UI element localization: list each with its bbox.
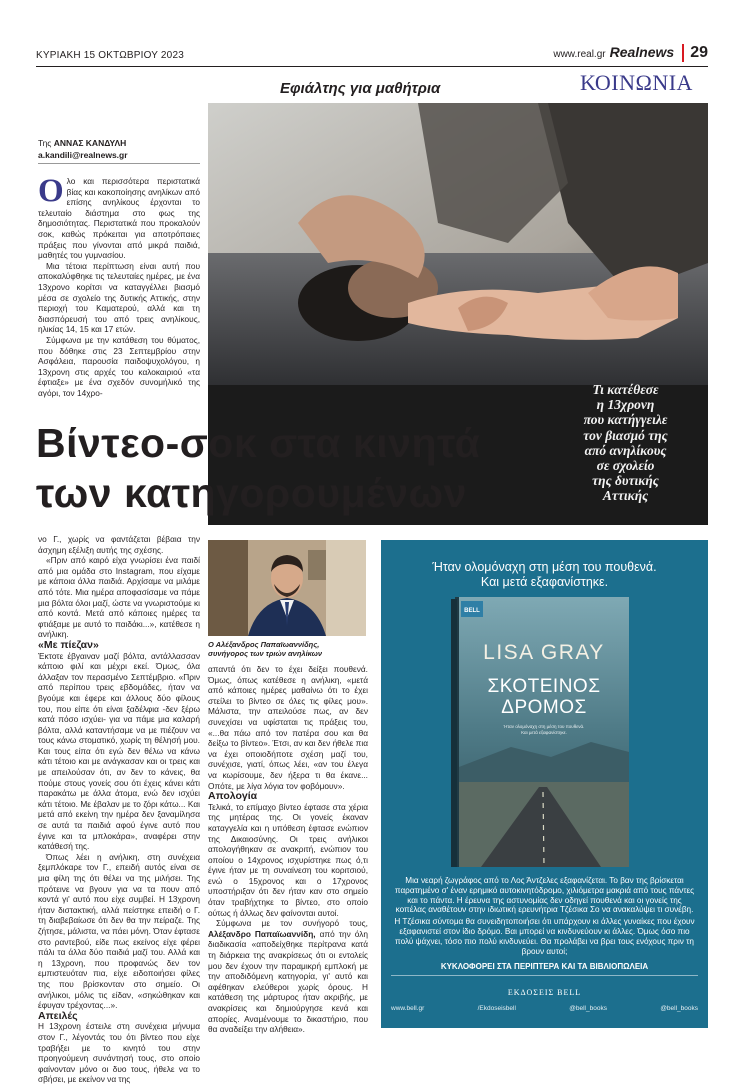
caption-line: σε σχολείο [596,458,655,474]
ad-tagline [381,560,708,590]
paragraph: «Πριν από καιρό είχα γνωρίσει ένα παιδί από μια ομάδα στο Instagram, που είχαμε με κάποια άλλα παιδιά. Αρχίσαμε να μιλάμε από τότε. Μια ημέρα αποφασίσαμε να πάμε μια βόλτα όλοι μαζί, ώστε να γνωριστούμε κι από κοντά. Μετά από κάποιες ημέρες τα φτιάξαμε με αυτό το παιδάκι...», κατέθεσε η ανήλικη. [38,555,200,640]
caption-line: από ανηλίκους [584,442,667,458]
article-col-2 [208,664,368,1035]
photo-caption [543,382,708,504]
headline [36,418,480,518]
text-run: Σύμφωνα με τον συνήγορό τους, [216,918,368,929]
headline-line-1: Βίντεο-σοκ στα κινητά [36,420,481,466]
headline-line-2: των κατηγορουμένων [36,470,467,516]
author-name: ΑΝΝΑΣ ΚΑΝΔΥΛΗ [53,138,127,148]
lawyer-portrait-illustration [208,540,366,636]
subhead: Απειλές [38,1009,78,1022]
publisher-logo: ΕΚΔΟΣΕΙΣ BELL [507,988,582,997]
book-cover-art [451,597,629,867]
ad-description [391,876,698,956]
brand-logo: Realnews [609,44,675,60]
caption-line: Αττικής [602,488,649,504]
lawyer-caption [208,640,366,658]
paragraph: Τελικά, το επίμαχο βίντεο έφτασε στα χέρια της μητέρας της. Οι γονείς έκαναν καταγγελία και η υπόθεση έφτασε ενώπιον της Δικαιοσύνης. Οι τρεις ανήλικοι απολογήθηκαν σε ανακριτή, ενώπιον του οποίου ο 14χρονος ισχυρίστηκε πως ό,τι έγινε ήταν με τη συναίνεση του κοριτσιού, ενώ ο 15χρονος και ο 17χρονος υποστήριξαν ότι δεν ήταν καν στο σημείο όταν τραβήχτηκε το βίντεο, στο οποίο ούτως ή άλλως δεν φαίνονται αυτοί. [208,801,368,918]
article-col-1-bottom [38,534,200,1085]
paragraph: νο Γ., χωρίς να φαντάζεται βέβαια την άσχημη εξέλιξη αυτής της σχέσης. [38,534,200,555]
byline-prefix: Της [38,138,52,148]
ad-tagline-line: Ήταν ολομόναχη στη μέση του πουθενά. [432,560,657,574]
instagram-link[interactable]: @bell_books [660,1005,698,1012]
dropcap: Ο [38,173,64,209]
ad-social-links [391,1005,698,1012]
book-author: LISA GRAY [483,641,605,664]
byline [38,138,126,148]
caption-line: τον βιασμό της [583,427,668,443]
publisher-badge: BELL [464,608,480,614]
cover-tagline-1: Ήταν ολομόναχη στη μέση του πουθενά. [503,724,585,729]
page-number: 29 [682,44,708,62]
kicker: Εφιάλτης για μαθήτρια [280,80,441,97]
caption-line: Ο Αλέξανδρος Παπαϊωαννίδης, [208,640,320,649]
ad-cta: ΚΥΚΛΟΦΟΡΕΙ ΣΤΑ ΠΕΡΙΠΤΕΡΑ ΚΑΙ ΤΑ ΒΙΒΛΙΟΠΩΛΕΙΑ [440,962,649,971]
facebook-link[interactable]: /Ekdoseisbell [477,1005,516,1012]
paragraph: λο και περισσότερα περιστατικά βίας και κακοποίησης ανηλίκων από επίσης ανηλίκους έρχονται το τελευταίο διάστημα στο φως της δημοσιότητας. Περιστατικά που προκαλούν σοκ, καθώς πρόκειται για αποτρόπαιες πράξεις που γίνονται από μικρά παιδιά, μαθητές του γυμνασίου. [38,176,200,261]
book-title-1: ΣΚΟΤΕΙΝΟΣ [487,676,601,697]
ad-tagline-line: Και μετά εξαφανίστηκε. [480,575,609,589]
article-col-1-top [38,173,200,398]
caption-line: που κατήγγειλε [583,412,668,428]
subhead: «Με πίεζαν» [38,638,99,651]
site-url[interactable]: www.real.gr [553,49,606,60]
top-rule [36,66,708,67]
ad-divider [391,975,698,976]
website-link[interactable]: www.bell.gr [391,1005,425,1012]
paragraph: Η 13χρονη έστειλε στη συνέχεια μήνυμα στον Γ., λέγοντάς του ότι βίντεο που είχε τραβήξει με το κινητό του στην προηγούμενη συνάντησή τους, στο οποίο φαίνονταν μόνο οι δυο τους, ήθελε να το σβήσει, με εκείνον να της [38,1021,200,1085]
book-cover [451,597,629,867]
ad-paragraph: Μια νεαρή ζωγράφος από το Λος Άντζελες εξαφανίζεται. Το βαν της βρίσκεται παρατημένο σ' έναν ερημικό αυτοκινητόδρομο, χιλιόμετρα μακριά από τους πάντες και το πάντα. Η έρευνα της αστυνομίας δεν οδηγεί πουθενά και οι γονείς της κοπέλας αναθέτουν στην ιδιωτική ερευνήτρια Τζέσικα Σο να ανακαλύψει τι συνέβη. [394,876,695,915]
caption-line: συνήγορος των τριών ανηλίκων [208,649,323,658]
lawyer-name: Αλέξανδρο Παπαϊωαννίδη, [208,928,316,939]
caption-line: Τι κατέθεσε [592,382,659,397]
paragraph: Όπως λέει η ανήλικη, στη συνέχεια ξεμπλόκαρε τον Γ., επειδή αυτός είναι σε μια φίλη της ότι θέλει να της μιλήσει. Της πρότεινε να βγουν για να τα πουν από κοντά γι' αυτό που είχε συμβεί. Η 13χρονη ήταν διστακτική, αλλά πείστηκε επειδή ο Γ. τη διαβεβαίωσε ότι δεν θα την πείραζε. Της ζήτησε, μάλιστα, να πάει μόνη. Όταν έφτασε στο ραντεβού, είδε πως εκείνος είχε φέρει πάλι τα άλλα δύο παιδιά μαζί του. Αλλά και η 13χρονη, που προφανώς δεν τον εμπιστευόταν πια, είχε ειδοποιήσει φίλες της που βρίσκονταν στο σημείο. Οι ανήλικοι, μόλις τις είδαν, «σηκώθηκαν και έφυγαν τρέχοντας...». [38,851,200,1011]
text-run: από την όλη διαδικασία «αποδείχθηκε περίτρανα κατά τη διάρκεια της ανακρίσεως ότι οι εντολείς μου δεν έχουν την παραμικρή εμπλοκή με την αποδιδόμενη κατηγορία, γι' αυτό και αφέθηκαν ελεύθεροι χωρίς όρους. Η κατάθεση της μάρτυρος ήταν ακριβής, με ανακρίσεις και δημιούργησε κενά και απορίες. Αναμένουμε το δικαστήριο, που θα αναδείξει την αλήθεια». [208,928,368,1035]
section-title: ΚΟΙΝΩΝΙΑ [580,70,693,95]
ad-paragraph: Η Τζέσικα σύντομα θα συνειδητοποιήσει ότι υπάρχουν κι άλλες γυναίκες που έχουν εξαφανιστεί στον ίδιο δρόμο. Βαι μπορεί να κινδυνεύουν κι άλλες. Όμως όσο πιο πολύ ψάχνει, τόσο πιο πολύ κινδυνεύει. Θα προλάβει να βρει τους ενόχους πριν τη βρουν αυτοί; [394,917,695,956]
author-email[interactable]: a.kandili@realnews.gr [38,150,200,164]
cover-tagline-2: Και μετά εξαφανίστηκε. [521,730,567,735]
twitter-link[interactable]: @bell_books [569,1005,607,1012]
assault-scene-illustration [208,103,708,385]
subhead: Απολογία [208,790,258,803]
lawyer-photo [208,540,366,636]
caption-line: της δυτικής [592,473,659,489]
paragraph: Σύμφωνα με την κατάθεση του θύματος, που δόθηκε στις 23 Σεπτεμβρίου στην Ασφάλεια, παρουσία παιδοψυχολόγου, η 13χρονη στις αρχές του καλοκαιριού «τα έφτιαξε» με ένα σχεδόν συνομήλικό της αγόρι, τον 14χρο- [38,334,200,398]
caption-line: η 13χρονη [596,397,655,413]
paragraph: απαντά ότι δεν το έχει δείξει πουθενά. Όμως, όπως κατέθεσε η ανήλικη, «μετά από κάποιες ημέρες μαθαίνω ότι το έχει στείλει το βίντεο σε όλες τις φίλες μου». Μάλιστα, την απειλούσε πως, αν δεν συνεχίσει να υφίσταται τις πράξεις του, «...θα πάω από τον πατέρα σου και θα δείξω το βίντεο». Έτσι, αν και δεν ήθελε πια να έχει οποιοδήποτε σχέση μαζί του, συνέχισε, γιατί, όπως λέει, «αν του έλεγα να κωρίσουμε, δεν ήξερα τι θα έκανε... Οπότε, με λίγα λόγια τον φοβόμουν». [208,664,369,791]
masthead-brand [553,44,708,62]
main-photo [208,103,708,385]
book-title-2: ΔΡΟΜΟΣ [501,697,587,718]
paragraph: Μια τέτοια περίπτωση είναι αυτή που αποκαλύφθηκε τις τελευταίες ημέρες, με ένα 13χρονο κορίτσι να καταγγέλλει βιασμό μέσα σε σχολείο της δυτικής Αττικής, στην περιοχή του Καματερού, αλλά και τη διασπόρευσή του από τρεις ανηλίκους, ηλικίας 14, 15 και 17 ετών. [38,260,200,335]
paragraph: Έκτοτε έβγαιναν μαζί βόλτα, αντάλλασσαν κάποιο φιλί και μέχρι εκεί. Όμως, όλα άλλαξαν τον περασμένο Σεπτέμβριο. «Πριν από περίπου τρεις εβδομάδες, ήταν να βγούμε και έφερε και άλλους δύο φίλους του, που είπε ότι είναι ξαδέλφια -δεν ξέρω κατά πόσο ισχύει- για να πάμε μια καλαρή βόλτα, αλλά καταντήσαμε να με πιέζουν να τους κάνω στοματικό, χωρίς τη θέλησή μου. Και τους είπα ότι εγώ δεν θέλω να κάνω κάτι τέτοιο και με ανάγκασαν και οι τρεις και με απειλούσαν ότι, αν δεν το κάνεις, θα πούμε στους γονείς σου ότι έχεις κάνει κάτι παρακάτω με άλλα άτομα, ενώ δεν ισχύει κάτι τέτοιο. Με έβαλαν με το ζόρι κάτω... Και μετά από εκείνη την ημέρα δεν ξαναμίλησα σε αυτά τα παιδιά αφού έγινε αυτό που έγινε και τα μπλοκάρα», αναφέρει στην κατάθεσή της. [38,650,200,852]
issue-date: ΚΥΡΙΑΚΗ 15 ΟΚΤΩΒΡΙΟΥ 2023 [36,50,184,61]
